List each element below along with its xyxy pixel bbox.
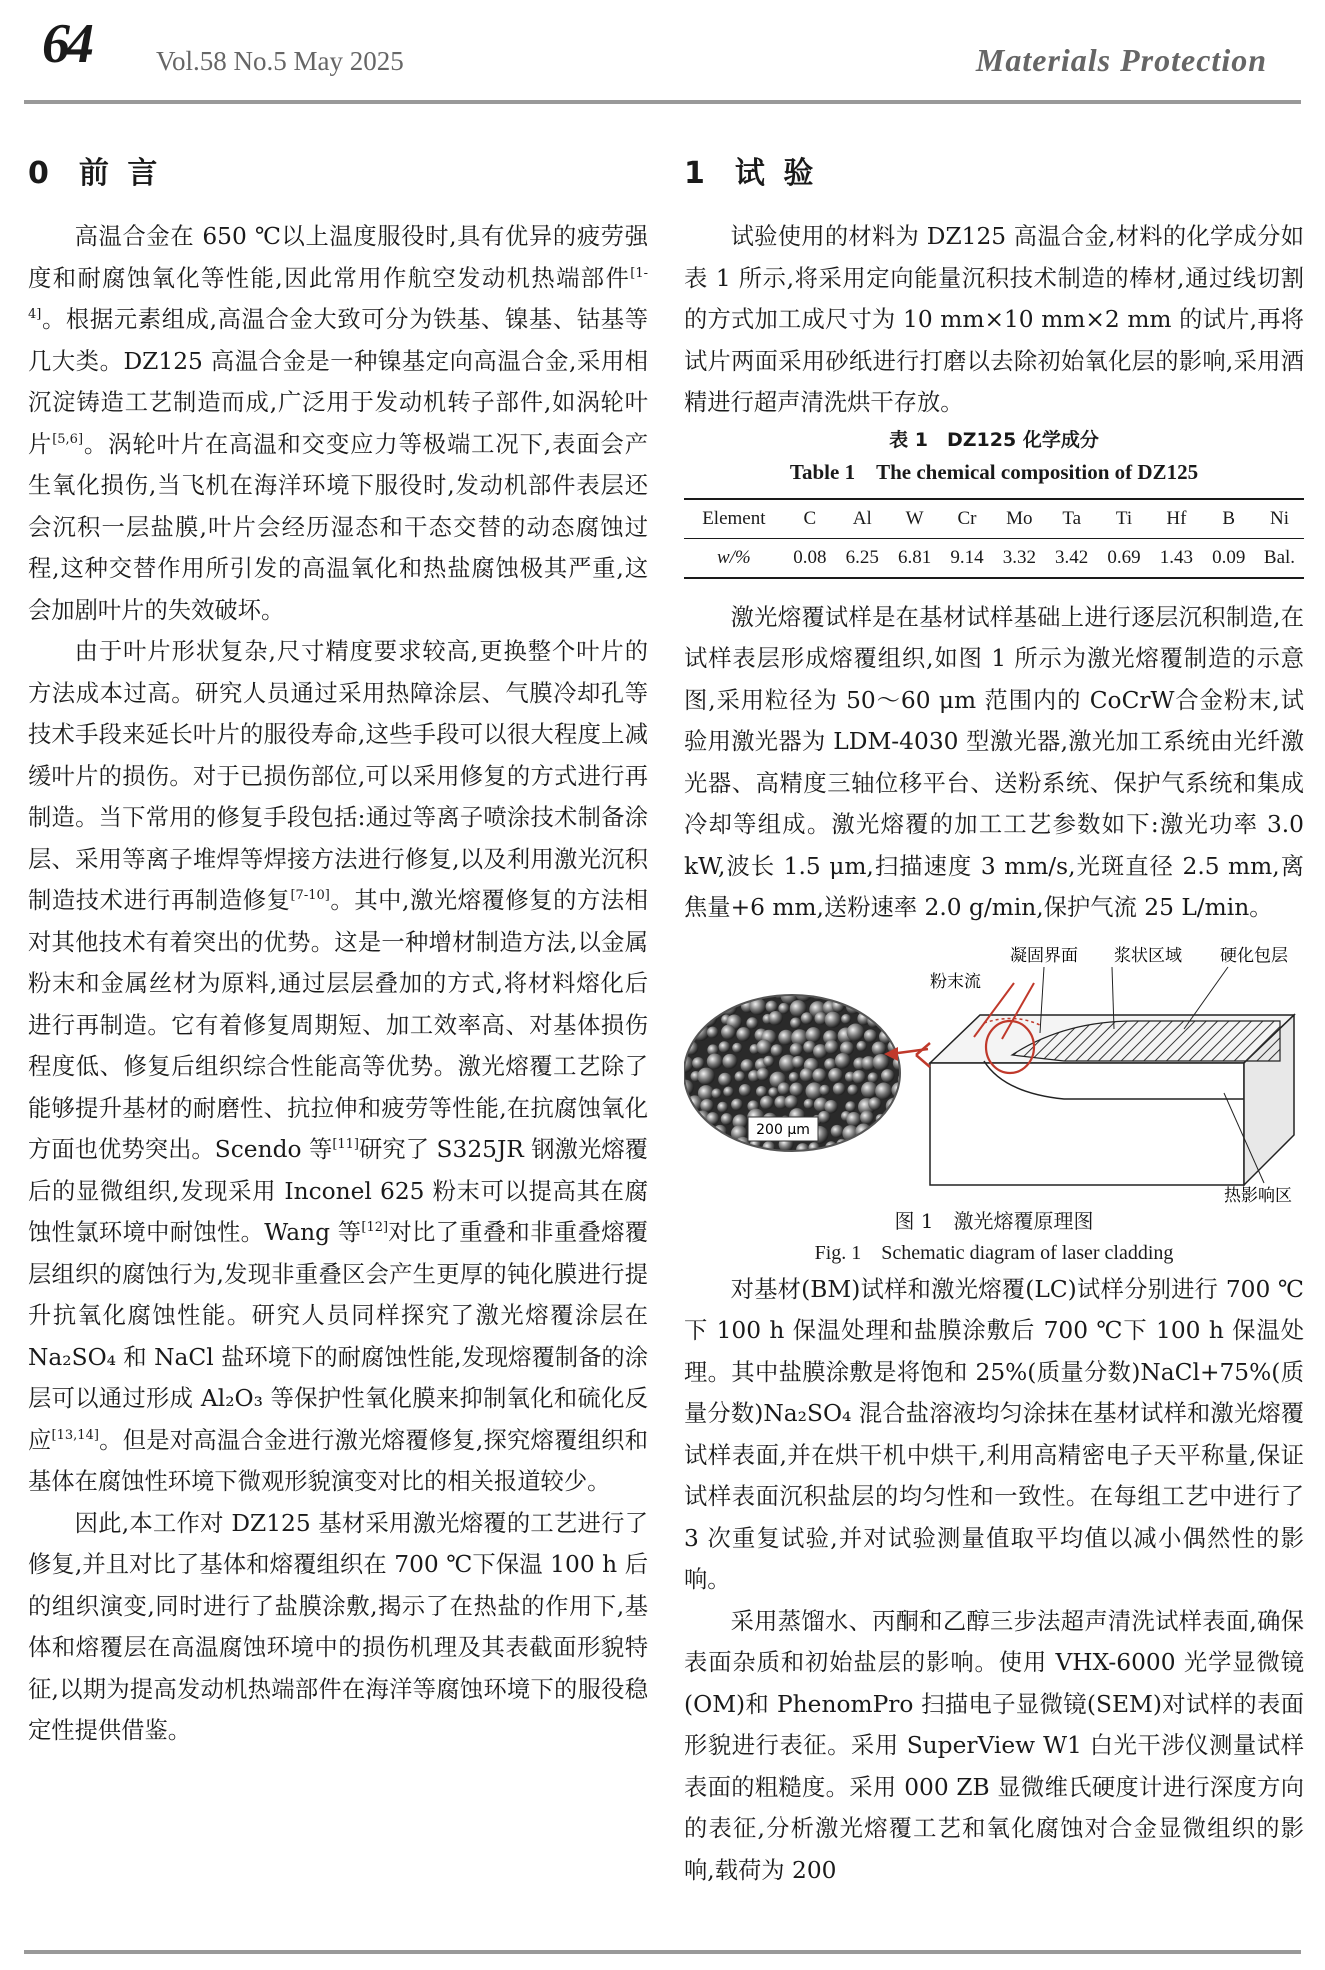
- powder-micrograph: [684, 983, 916, 1157]
- intro-paragraph-1: 高温合金在 650 ℃以上温度服役时,具有优异的疲劳强度和耐腐蚀氧化等性能,因此常用作航空发动机热端部件[1-4]。根据元素组成,高温合金大致可分为铁基、镍基、钴基等几大类。DZ125 高温合金是一种镍基定向高温合金,采用相沉淀铸造工艺制造而成,广泛用于发动机转子部件,如涡轮叶片[5,6]。涡轮叶片在高温和交变应力等极端工况下,表面会产生氧化损伤,当飞机在海洋环境下服役时,发动机部件表层还会沉积一层盐膜,叶片会经历湿态和干态交替的动态腐蚀过程,这种交替作用所引发的高温氧化和热盐腐蚀极其严重,这会加剧叶片的失效破坏。: [28, 223, 648, 624]
- footer-rule: [24, 1950, 1301, 1954]
- table-cell: Element: [684, 499, 784, 539]
- intro-paragraph-3: 因此,本工作对 DZ125 基材采用激光熔覆的工艺进行了修复,并且对比了基体和熔覆组织在 700 ℃下保温 100 h 后的组织演变,同时进行了盐膜涂敷,揭示了在热盐的作用下,基体和熔覆层在高温腐蚀环境中的损伤机理及其表截面形貌特征,以期为提高发动机热端部件在海洋等腐蚀环境下的服役稳定性提供借鉴。: [28, 1509, 648, 1744]
- clad-block: [884, 967, 1294, 1185]
- table-cell: 0.09: [1203, 538, 1255, 578]
- label-haz: 热影响区: [1224, 1185, 1292, 1205]
- table-cell: Bal.: [1255, 538, 1304, 578]
- table-cell: 9.14: [941, 538, 993, 578]
- table-cell: 3.32: [993, 538, 1045, 578]
- section-heading-experiment: 1 试 验: [684, 156, 818, 191]
- table-header-row: [684, 499, 1304, 539]
- table-cell: Cr: [941, 499, 993, 539]
- table-cell: Ni: [1255, 499, 1304, 539]
- table-cell: C: [784, 499, 836, 539]
- table-row: [684, 538, 1304, 578]
- citation: [5,6]: [52, 431, 84, 447]
- label-powder-flow: 粉末流: [930, 971, 981, 992]
- page-header: [0, 0, 1325, 96]
- table-cell: B: [1203, 499, 1255, 539]
- composition-table: [684, 498, 1304, 579]
- experiment-paragraph-4: 采用蒸馏水、丙酮和乙醇三步法超声清洗试样表面,确保表面杂质和初始盐层的影响。使用 VHX-6000 光学显微镜(OM)和 PhenomPro 扫描电子显微镜(SEM)对试样的表面形貌进行表征。采用 SuperView W1 白光干涉仪测量试样表面的粗糙度。采用 000 ZB 显微维氏硬度计进行深度方向的表征,分析激光熔覆工艺和氧化腐蚀对合金显微组织的影响,载荷为 200: [684, 1607, 1304, 1884]
- header-rule: [24, 100, 1301, 104]
- citation: [7-10]: [290, 888, 330, 904]
- table-cell: 0.08: [784, 538, 836, 578]
- table-cell: 3.42: [1046, 538, 1098, 578]
- label-mushy-zone: 浆状区域: [1114, 945, 1182, 966]
- experiment-paragraph-3: 对基材(BM)试样和激光熔覆(LC)试样分别进行 700 ℃下 100 h 保温处理和盐膜涂敷后 700 ℃下 100 h 保温处理。其中盐膜涂敷是将饱和 25%(质量分数)NaCl+75%(质量分数)Na₂SO₄ 混合盐溶液均匀涂抹在基材试样和激光熔覆试样表面,并在烘干机中烘干,利用高精密电子天平称量,保证试样表面沉积盐层的均匀性和一致性。在每组工艺中进行了 3 次重复试验,并对试验测量值取平均值以减小偶然性的影响。: [684, 1275, 1304, 1593]
- label-solid-interface: 凝固界面: [1010, 945, 1078, 966]
- figure-caption-en: Fig. 1 Schematic diagram of laser cladding: [814, 1241, 1174, 1264]
- table-cell: 1.43: [1150, 538, 1202, 578]
- table-caption-cn: 表 1 DZ125 化学成分: [889, 428, 1099, 451]
- laser-cladding-diagram: [684, 943, 1304, 1205]
- table-cell: Mo: [993, 499, 1045, 539]
- journal-name: Materials Protection: [975, 42, 1267, 78]
- scale-bar-label: 200 μm: [756, 1121, 810, 1138]
- table-cell: Hf: [1150, 499, 1202, 539]
- right-column: [684, 140, 1304, 1891]
- citation: [12]: [361, 1220, 389, 1236]
- figure-caption-cn: 图 1 激光熔覆原理图: [894, 1208, 1094, 1233]
- table-cell: 0.69: [1098, 538, 1150, 578]
- table-cell: 6.81: [888, 538, 940, 578]
- experiment-paragraph-1: 试验使用的材料为 DZ125 高温合金,材料的化学成分如表 1 所示,将采用定向能量沉积技术制造的棒材,通过线切割的方式加工成尺寸为 10 mm×10 mm×2 mm 的试片,再将试片两面采用砂纸进行打磨以去除初始氧化层的影响,采用酒精进行超声清洗烘干存放。: [684, 223, 1304, 416]
- table-cell: Ti: [1098, 499, 1150, 539]
- table-cell: w/%: [684, 538, 784, 578]
- citation: [1-4]: [28, 265, 648, 323]
- citation: [13,14]: [51, 1427, 99, 1443]
- table-cell: 6.25: [836, 538, 888, 578]
- table-cell: Al: [836, 499, 888, 539]
- table-cell: Ta: [1046, 499, 1098, 539]
- table-caption-en: Table 1 The chemical composition of DZ125: [789, 459, 1199, 484]
- issue-info: Vol.58 No.5 May 2025: [156, 46, 404, 76]
- experiment-paragraph-2: 激光熔覆试样是在基材试样基础上进行逐层沉积制造,在试样表层形成熔覆组织,如图 1 所示为激光熔覆制造的示意图,采用粒径为 50～60 μm 范围内的 CoCrW合金粉末,试验用激光器为 LDM-4030 型激光器,激光加工系统由光纤激光器、高精度三轴位移平台、送粉系统、保护气系统和集成冷却等组成。激光熔覆的加工工艺参数如下:激光功率 3.0 kW,波长 1.5 μm,扫描速度 3 mm/s,光斑直径 2.5 mm,离焦量+6 mm,送粉速率 2.0 g/min,保护气流 25 L/min。: [684, 603, 1304, 921]
- figure-1: [684, 943, 1304, 1205]
- citation: [11]: [332, 1137, 359, 1153]
- table-cell: W: [888, 499, 940, 539]
- section-heading-intro: 0 前 言: [28, 156, 162, 191]
- intro-paragraph-2: 由于叶片形状复杂,尺寸精度要求较高,更换整个叶片的方法成本过高。研究人员通过采用热障涂层、气膜冷却孔等技术手段来延长叶片的服役寿命,这些手段可以很大程度上减缓叶片的损伤。对于已损伤部位,可以采用修复的方式进行再制造。当下常用的修复手段包括:通过等离子喷涂技术制备涂层、采用等离子堆焊等焊接方法进行修复,以及利用激光沉积制造技术进行再制造修复[7-10]。其中,激光熔覆修复的方法相对其他技术有着突出的优势。这是一种增材制造方法,以金属粉末和金属丝材为原料,通过层层叠加的方式,将材料熔化后进行再制造。它有着修复周期短、加工效率高、对基体损伤程度低、修复后组织综合性能高等优势。激光熔覆工艺除了能够提升基材的耐磨性、抗拉伸和疲劳等性能,在抗腐蚀氧化方面也优势突出。Scendo 等[11]研究了 S325JR 钢激光熔覆后的显微组织,发现采用 Inconel 625 粉末可以提高其在腐蚀性氯环境中耐蚀性。Wang 等[12]对比了重叠和非重叠熔覆层组织的腐蚀行为,发现非重叠区会产生更厚的钝化膜进行提升抗氧化腐蚀性能。研究人员同样探究了激光熔覆涂层在 Na₂SO₄ 和 NaCl 盐环境下的耐腐蚀性能,发现熔覆制备的涂层可以通过形成 Al₂O₃ 等保护性氧化膜来抑制氧化和硫化反应[13,14]。但是对高温合金进行激光熔覆修复,探究熔覆组织和基体在腐蚀性环境下微观形貌演变对比的相关报道较少。: [28, 638, 649, 1495]
- left-column: [28, 140, 648, 1752]
- label-hardened-layer: 硬化包层: [1220, 945, 1288, 966]
- page-number: 64: [42, 13, 90, 75]
